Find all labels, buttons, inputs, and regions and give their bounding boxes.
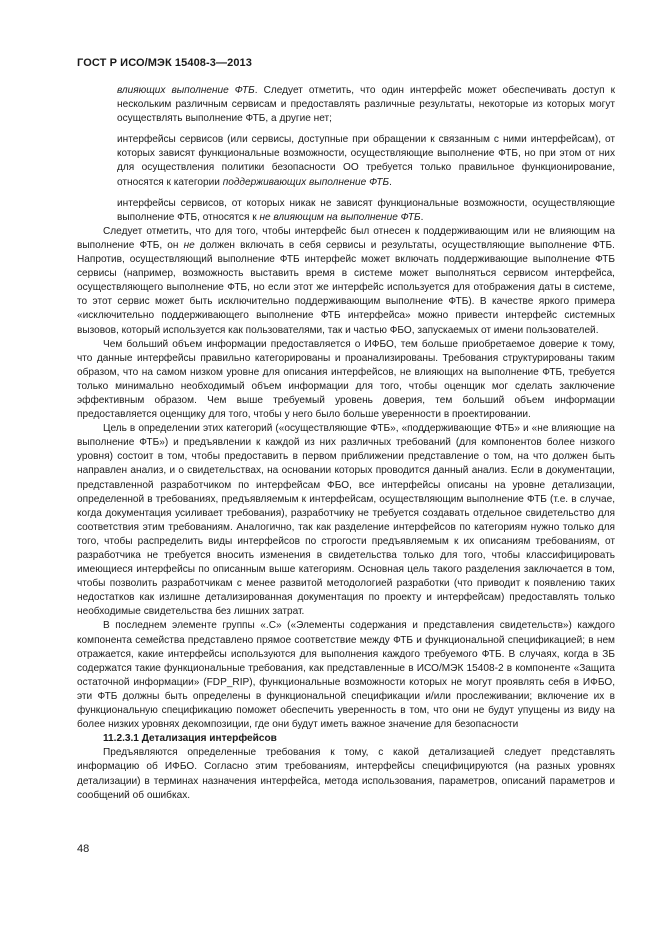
paragraph xyxy=(77,619,615,732)
text-run: интерфейсы сервисов, от которых никак не зависят функциональные возможности, осуществляющие выполнение ФТБ, относятся к xyxy=(117,197,615,223)
page-number: 48 xyxy=(77,843,90,855)
italic-term: поддерживающих выполнение ФТБ xyxy=(222,176,390,188)
paragraph xyxy=(77,133,615,189)
italic-term: влияющих выполнение ФТБ xyxy=(117,85,255,96)
paragraph xyxy=(77,422,615,619)
paragraph xyxy=(77,225,615,338)
text-run: В последнем элементе группы «.С» («Элементы содержания и представления свидетельств») каждого компонента семейства представлено прямое соответствие между ФТБ и функциональной спецификацией; в нем отражается, какие интерфейсы используются для выполнения каждого требуемого ФТБ. В случаях, когда в ЗБ содержатся такие функциональные требования, как представленные в ИСО/МЭК 15408-2 в компоненте «Защита остаточной информации» (FDP_RIP), функциональные возможности которых не могут проявлять себя в ИФБО, эти ФТБ должны быть определены в функциональной спецификации и/или прослеживании; включение их в функциональную спецификацию поможет обеспечить уверенность в том, что они не будут упущены из виду на более низких уровнях декомпозиции, где они будут иметь важное значение для безопасности xyxy=(77,620,615,731)
text-run: Цель в определении этих категорий («осуществляющие ФТБ», «поддерживающие ФТБ» и «не влияющие на выполнение ФТБ») и предъявлении к каждой из них различных требований (для компонентов более низкого уровня) состоит в том, чтобы предоставить в первом приближении представление о том, на что должен быть направлен анализ, и о свидетельствах, на основании которых проводится данный анализ. Если в документации, представленной разработчиком по интерфейсам ФБО, все интерфейсы описаны на уровне детализации, определенной в требованиях, предъявляемым к интерфейсам, осуществляющим выполнение ФТБ (т.е. в случае, когда документация усиливает требования), разработчику не требуется создавать отдельное свидетельство для соответствия этим требованиям. Аналогично, так как разделение интерфейсов по категориям нужно только для того, чтобы распределить виды интерфейсов по строгости предъявляемым к их описаниям требованиям, от разработчика не требуется вносить изменения в свидетельства только для того, чтобы классифицировать имеющиеся интерфейсы по описанным выше категориям. Основная цель такого разделения заключается в том, чтобы позволить разработчикам с менее развитой методологией разработки (что приводит к появлению таких недостатков как излишне детализированная документация по проекту и интерфейсам) предоставлять только необходимые свидетельства без лишних затрат. xyxy=(77,423,615,618)
text-run: Следует отметить, что для того, чтобы интерфейс был отнесен к поддерживающим или не влияющим на выполнение ФТБ, он xyxy=(77,225,615,251)
document-body xyxy=(77,84,615,803)
paragraph xyxy=(77,338,615,423)
text-run: интерфейсы сервисов (или сервисы, доступные при обращении к связанным с ними интерфейсам), от которых зависят функциональные возможности, осуществляющие выполнение ФТБ, но при этом от них для осуществления политики безопасности ОО требуется только правильное функционирование, относятся к категории xyxy=(117,134,615,188)
text-run: . xyxy=(420,211,424,223)
italic-term: не влияющим на выполнение ФТБ xyxy=(259,211,421,223)
text-run: должен включать в себя сервисы и результаты, осуществляющие выполнение ФТБ. Напротив, осуществляющий выполнение ФТБ интерфейс может включать поддерживающие выполнение ФТБ сервисы (например, возможность выставить время в системе может выполняться сервисом интерфейса, осуществляющего выполнение ФТБ, но если этот же интерфейс используется для отображения даты в системе, то этот сервис может быть исключительно поддерживающим выполнение ФТБ). В качестве яркого примера «исключительно поддерживающего выполнение ФТБ интерфейса» можно привести интерфейс системных вызовов, который используется как пользователями, так и частью ФБО, запускаемых от имени пользователей. xyxy=(77,239,615,336)
paragraph xyxy=(77,197,615,225)
text-run: Предъявляются определенные требования к тому, с какой детализацией следует представлять информацию об ИФБО. Согласно этим требованиям, интерфейсы специфицируются (на разных уровнях детализации) в терминах назначения интерфейса, метода использования, параметров, описаний параметров и сообщений об ошибках. xyxy=(77,747,615,801)
section-heading: 11.2.3.1 Детализация интерфейсов xyxy=(103,733,277,745)
paragraph xyxy=(77,84,615,126)
text-run: Чем больший объем информации предоставляется о ИФБО, тем больше приобретаемое доверие к тому, что данные интерфейсы правильно категорированы и проанализированы. Требования структурированы таким образом, что на самом низком уровне для описания интерфейсов, не влияющих на выполнение ФТБ, требуется только минимально необходимый объем информации для того, чтобы оценщик мог сделать заключение эффективным образом. Чем выше требуемый уровень доверия, тем больший объем информации предоставляется оценщику для того, чтобы у него было больше уверенности в проектировании. xyxy=(77,338,615,421)
italic-term: не xyxy=(183,239,195,251)
text-run: . Следует отметить, что один интерфейс может обеспечивать доступ к нескольким различным сервисам и предоставлять различные результаты, некоторые из которых могут осуществлять выполнение ФТБ, а другие нет; xyxy=(117,85,615,125)
text-run: . xyxy=(389,176,392,188)
document-header: ГОСТ Р ИСО/МЭК 15408-3—2013 xyxy=(77,57,252,69)
paragraph xyxy=(77,746,615,802)
